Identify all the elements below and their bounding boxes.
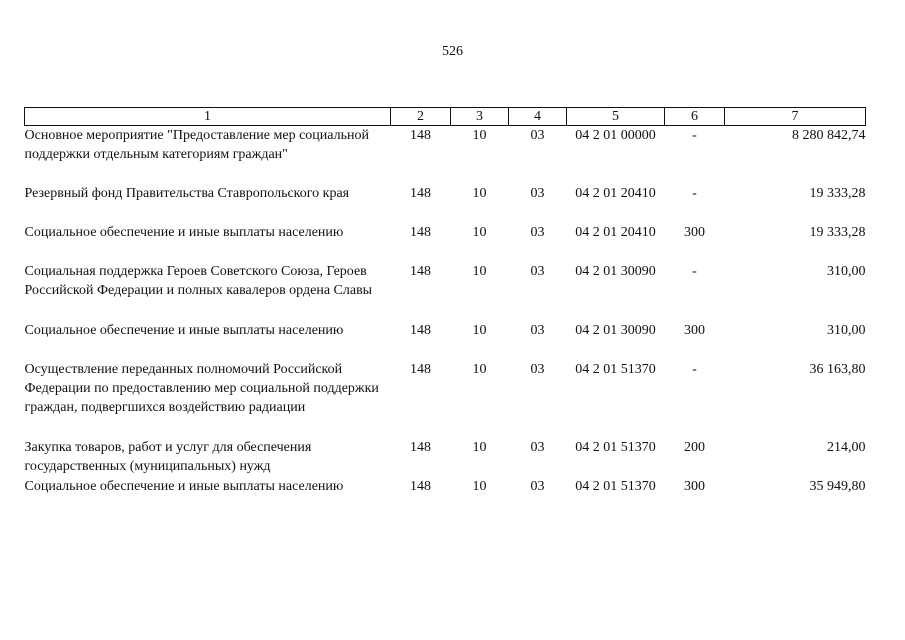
row-col-4: 03	[530, 128, 545, 143]
row-col-4: 03	[530, 224, 545, 240]
row-col-5: 04 2 01 00000	[575, 128, 656, 143]
row-col-7: 19 333,28	[809, 185, 866, 201]
row-col-6: -	[692, 128, 697, 143]
row-name: Осуществление переданных полномочий Российской Федерации по предоставлению мер социальной поддержки граждан, подвергшихся воздействию радиации	[24, 361, 379, 415]
page-number: 526	[442, 44, 463, 59]
header-cell-7: 7	[725, 108, 866, 126]
row-col-7: 310,00	[827, 322, 866, 338]
row-col-6: -	[692, 185, 697, 201]
row-col-7: 36 163,80	[809, 361, 866, 377]
row-col-5: 04 2 01 51370	[575, 361, 656, 377]
row-col-6: 300	[684, 322, 705, 338]
row-name: Закупка товаров, работ и услуг для обеспечения государственных (муниципальных) нужд	[24, 439, 312, 474]
header-cell-2: 2	[391, 108, 451, 126]
header-cell-5: 5	[567, 108, 665, 126]
header-row	[25, 108, 866, 126]
table-row	[25, 223, 866, 262]
row-name: Резервный фонд Правительства Ставропольского края	[24, 185, 350, 201]
row-col-5: 04 2 01 51370	[575, 478, 656, 494]
row-col-5: 04 2 01 20410	[575, 185, 656, 201]
row-col-6: 300	[684, 478, 705, 494]
table-row	[25, 184, 866, 223]
table-row	[25, 438, 866, 477]
row-col-2: 148	[410, 224, 431, 240]
row-col-2: 148	[410, 478, 431, 494]
row-col-4: 03	[530, 263, 545, 279]
row-col-7: 214,00	[827, 439, 866, 455]
row-col-6: -	[692, 361, 697, 377]
row-col-3: 10	[472, 322, 487, 338]
row-col-6: -	[692, 263, 697, 279]
row-col-7: 35 949,80	[809, 478, 866, 494]
row-col-7: 8 280 842,74	[792, 128, 866, 143]
row-col-5: 04 2 01 51370	[575, 439, 656, 455]
row-col-6: 200	[684, 439, 705, 455]
row-col-3: 10	[472, 224, 487, 240]
row-name: Социальное обеспечение и иные выплаты населению	[24, 224, 344, 240]
row-col-7: 310,00	[827, 263, 866, 279]
row-col-3: 10	[472, 439, 487, 455]
row-col-5: 04 2 01 30090	[575, 322, 656, 338]
header-cell-4: 4	[509, 108, 567, 126]
row-name: Социальное обеспечение и иные выплаты населению	[24, 478, 344, 494]
row-col-2: 148	[410, 439, 431, 455]
header-cell-1: 1	[25, 108, 391, 126]
row-name: Основное мероприятие "Предоставление мер социальной поддержки отдельным категориям граждан"	[24, 128, 369, 162]
row-col-4: 03	[530, 322, 545, 338]
row-col-2: 148	[410, 361, 431, 377]
header-cell-3: 3	[451, 108, 509, 126]
row-col-2: 148	[410, 128, 431, 143]
row-col-2: 148	[410, 263, 431, 279]
table-row	[25, 477, 866, 497]
row-col-3: 10	[472, 478, 487, 494]
budget-table	[24, 107, 866, 497]
row-col-5: 04 2 01 20410	[575, 224, 656, 240]
row-name: Социальная поддержка Героев Советского Союза, Героев Российской Федерации и полных кавалеров ордена Славы	[24, 263, 373, 298]
table-body	[25, 126, 866, 497]
table-row	[25, 321, 866, 360]
table-row	[25, 126, 866, 184]
row-col-3: 10	[472, 128, 487, 143]
row-col-2: 148	[410, 322, 431, 338]
row-col-4: 03	[530, 478, 545, 494]
row-col-7: 19 333,28	[809, 224, 866, 240]
row-col-2: 148	[410, 185, 431, 201]
row-col-6: 300	[684, 224, 705, 240]
table-row	[25, 262, 866, 321]
header-cell-6: 6	[665, 108, 725, 126]
row-col-4: 03	[530, 361, 545, 377]
row-col-4: 03	[530, 439, 545, 455]
row-col-4: 03	[530, 185, 545, 201]
row-col-3: 10	[472, 185, 487, 201]
table-header	[25, 108, 866, 126]
row-col-5: 04 2 01 30090	[575, 263, 656, 279]
table-row	[25, 360, 866, 438]
row-col-3: 10	[472, 263, 487, 279]
row-col-3: 10	[472, 361, 487, 377]
row-name: Социальное обеспечение и иные выплаты населению	[24, 322, 344, 338]
